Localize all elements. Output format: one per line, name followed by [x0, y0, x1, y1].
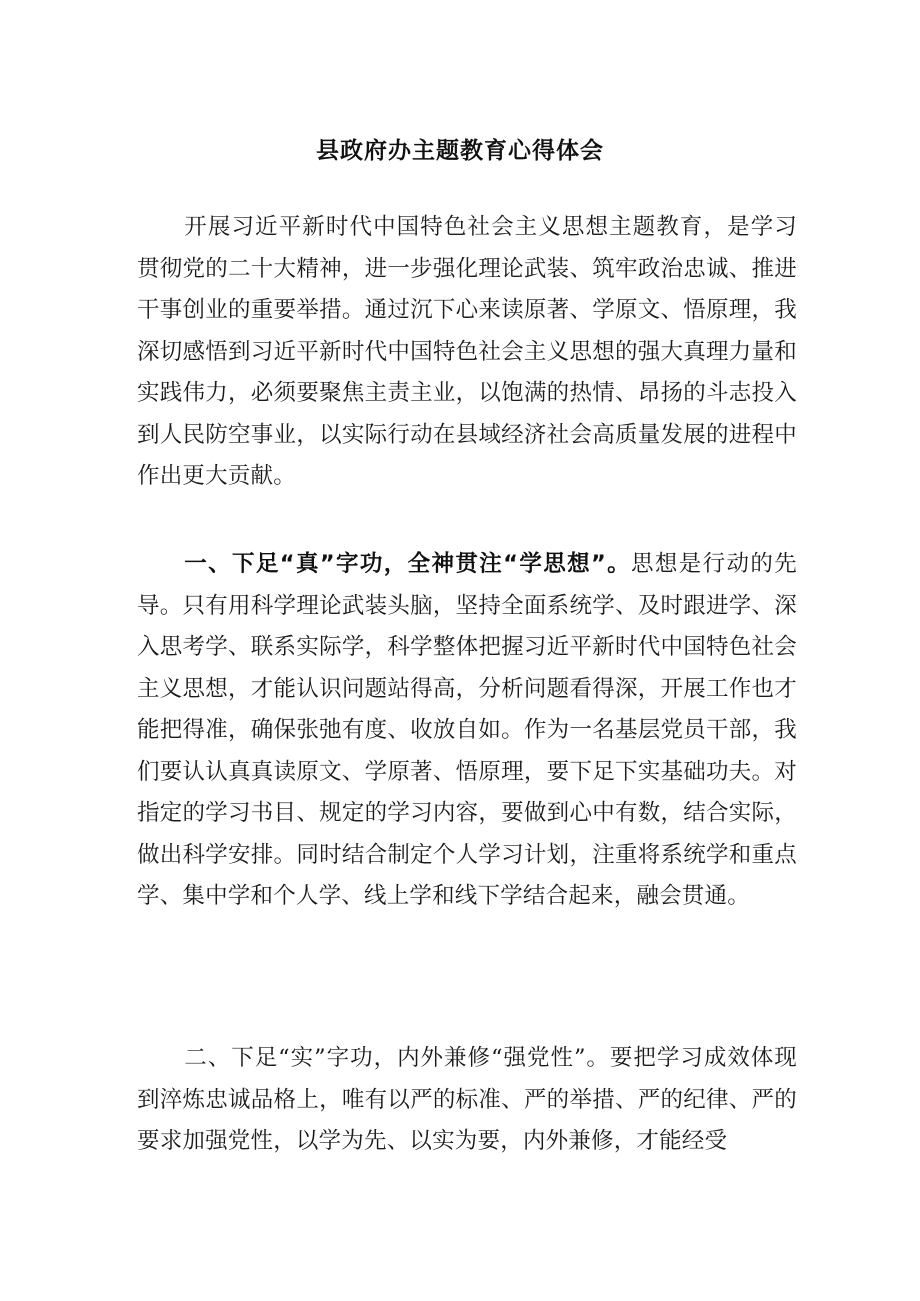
paragraph-intro	[137, 207, 797, 498]
paragraph-section-one	[137, 544, 797, 918]
document-title: 县政府办主题教育心得体会	[316, 138, 604, 164]
section-one-text: 思想是行动的先导。只有用科学理论武装头脑，坚持全面系统学、及时跟进学、深入思考学、联系实际学，科学整体把握习近平新时代中国特色社会主义思想，才能认识问题站得高，分析问题看得深，开展工作也才能把得准，确保张弛有度、收放自如。作为一名基层党员干部，我们要认认真真读原文、学原著、悟原理，要下足下实基础功夫。对指定的学习书目、规定的学习内容，要做到心中有数，结合实际，做出科学安排。同时结合制定个人学习计划，注重将系统学和重点学、集中学和个人学、线上学和线下学结合起来，融会贯通。	[137, 551, 797, 909]
section-two-text: 二、下足“实”字功，内外兼修“强党性”。要把学习成效体现到淬炼忠诚品格上，唯有以严的标准、严的举措、严的纪律、严的要求加强党性，以学为先、以实为要，内外兼修，才能经受	[137, 1045, 797, 1154]
paragraph-intro-text: 开展习近平新时代中国特色社会主义思想主题教育，是学习贯彻党的二十大精神，进一步强化理论武装、筑牢政治忠诚、推进干事创业的重要举措。通过沉下心来读原著、学原文、悟原理，我深切感悟到习近平新时代中国特色社会主义思想的强大真理力量和实践伟力，必须要聚焦主责主业，以饱满的热情、昂扬的斗志投入到人民防空事业，以实际行动在县域经济社会高质量发展的进程中作出更大贡献。	[137, 214, 797, 489]
paragraph-section-two	[137, 1038, 797, 1163]
section-one-heading: 一、下足“真”字功，全神贯注“学思想”。	[184, 551, 632, 577]
